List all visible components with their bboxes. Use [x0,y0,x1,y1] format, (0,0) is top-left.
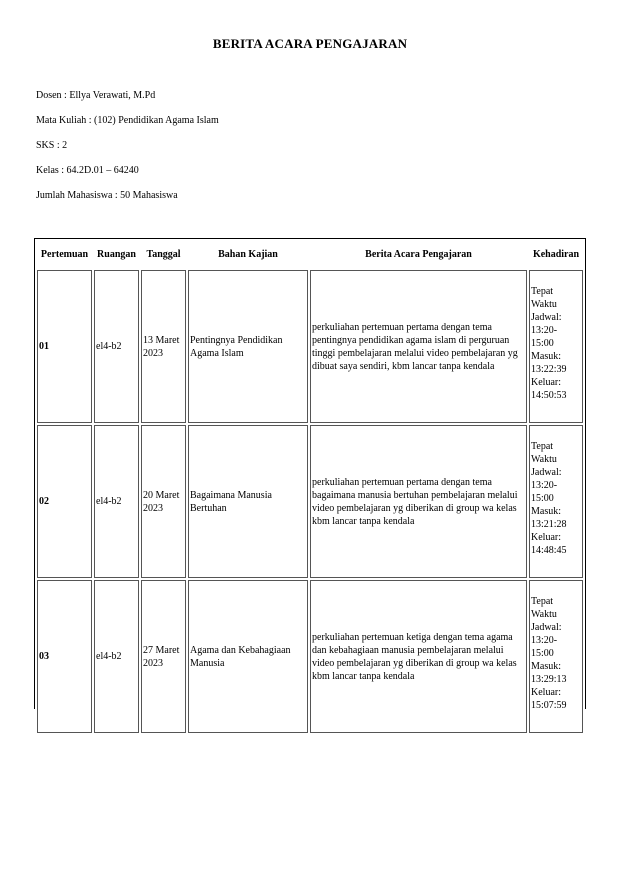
kehadiran-line: Tepat [531,441,554,452]
cell-tanggal: 13 Maret 2023 [141,270,186,423]
kehadiran-line: Keluar: [531,687,561,698]
kehadiran-line: 13:20- [531,635,558,646]
kehadiran-line: 15:00 [531,648,554,659]
cell-tanggal: 20 Maret 2023 [141,425,186,578]
cell-pertemuan: 01 [37,270,92,423]
kehadiran-line: Waktu [531,454,557,465]
info-jumlah-mahasiswa [36,190,178,201]
cell-berita-acara: perkuliahan pertemuan ketiga dengan tema agama dan kebahagiaan manusia pembelajaran melalui video pembelajaran yg diberikan di group wa kelas kbm lancar tanpa kendala [310,580,527,733]
info-sks [36,140,67,151]
kehadiran-line: Masuk: [531,506,561,517]
kehadiran-line: Tepat [531,596,554,607]
kehadiran-line: Jadwal: [531,622,562,633]
teaching-record-table-container [34,238,586,709]
cell-pertemuan: 02 [37,425,92,578]
kehadiran-line: 14:48:45 [531,545,567,556]
table-row [37,580,583,733]
cell-berita-acara: perkuliahan pertemuan pertama dengan tema pentingnya pendidikan agama islam di perguruan tinggi pembelajaran melalui video pembelajaran yg dibuat saya sendiri, kbm lancar tanpa kendala [310,270,527,423]
kelas-text: Kelas : 64.2D.01 – 64240 [36,165,139,176]
page-title: BERITA ACARA PENGAJARAN [212,36,408,51]
header-berita-acara: Berita Acara Pengajaran [365,249,472,260]
cell-berita-acara: perkuliahan pertemuan pertama dengan tema bagaimana manusia bertuhan pembelajaran melalui video pembelajaran yg diberikan di group wa kelas kbm lancar tanpa kendala [310,425,527,578]
kehadiran-line: 15:00 [531,338,554,349]
cell-ruangan: el4-b2 [94,270,139,423]
cell-tanggal: 27 Maret 2023 [141,580,186,733]
kehadiran-line: 13:29:13 [531,674,567,685]
header-pertemuan: Pertemuan [40,249,89,260]
kehadiran-line: Waktu [531,299,557,310]
header-tanggal: Tanggal [146,249,181,260]
kehadiran-line: Jadwal: [531,467,562,478]
cell-kehadiran [529,580,583,733]
table-header-row [37,241,583,268]
cell-ruangan: el4-b2 [94,580,139,733]
info-kelas [36,165,139,176]
jumlah-text: Jumlah Mahasiswa : 50 Mahasiswa [36,190,178,201]
kehadiran-line: 13:20- [531,480,558,491]
cell-ruangan: el4-b2 [94,425,139,578]
cell-bahan-kajian: Pentingnya Pendidikan Agama Islam [188,270,308,423]
cell-kehadiran [529,270,583,423]
info-mata-kuliah [36,115,219,126]
cell-bahan-kajian: Bagaimana Manusia Bertuhan [188,425,308,578]
teaching-record-table [35,239,585,735]
cell-kehadiran [529,425,583,578]
kehadiran-line: 15:00 [531,493,554,504]
kehadiran-line: 13:21:28 [531,519,567,530]
kehadiran-line: Masuk: [531,351,561,362]
kehadiran-line: Keluar: [531,532,561,543]
cell-bahan-kajian: Agama dan Kebahagiaan Manusia [188,580,308,733]
header-ruangan: Ruangan [97,249,136,260]
header-bahan-kajian: Bahan Kajian [218,249,278,260]
table-row [37,270,583,423]
kehadiran-line: 15:07:59 [531,700,567,711]
kehadiran-line: 13:22:39 [531,364,567,375]
kehadiran-line: Waktu [531,609,557,620]
kehadiran-line: Jadwal: [531,312,562,323]
kehadiran-line: Tepat [531,286,554,297]
table-row [37,425,583,578]
kehadiran-line: 14:50:53 [531,390,567,401]
dosen-text: Dosen : Ellya Verawati, M.Pd [36,90,156,101]
info-dosen [36,90,155,101]
mata-kuliah-text: Mata Kuliah : (102) Pendidikan Agama Islam [36,115,219,126]
cell-pertemuan: 03 [37,580,92,733]
kehadiran-line: Masuk: [531,661,561,672]
header-kehadiran: Kehadiran [532,249,580,260]
kehadiran-line: Keluar: [531,377,561,388]
kehadiran-line: 13:20- [531,325,558,336]
sks-text: SKS : 2 [36,140,68,151]
